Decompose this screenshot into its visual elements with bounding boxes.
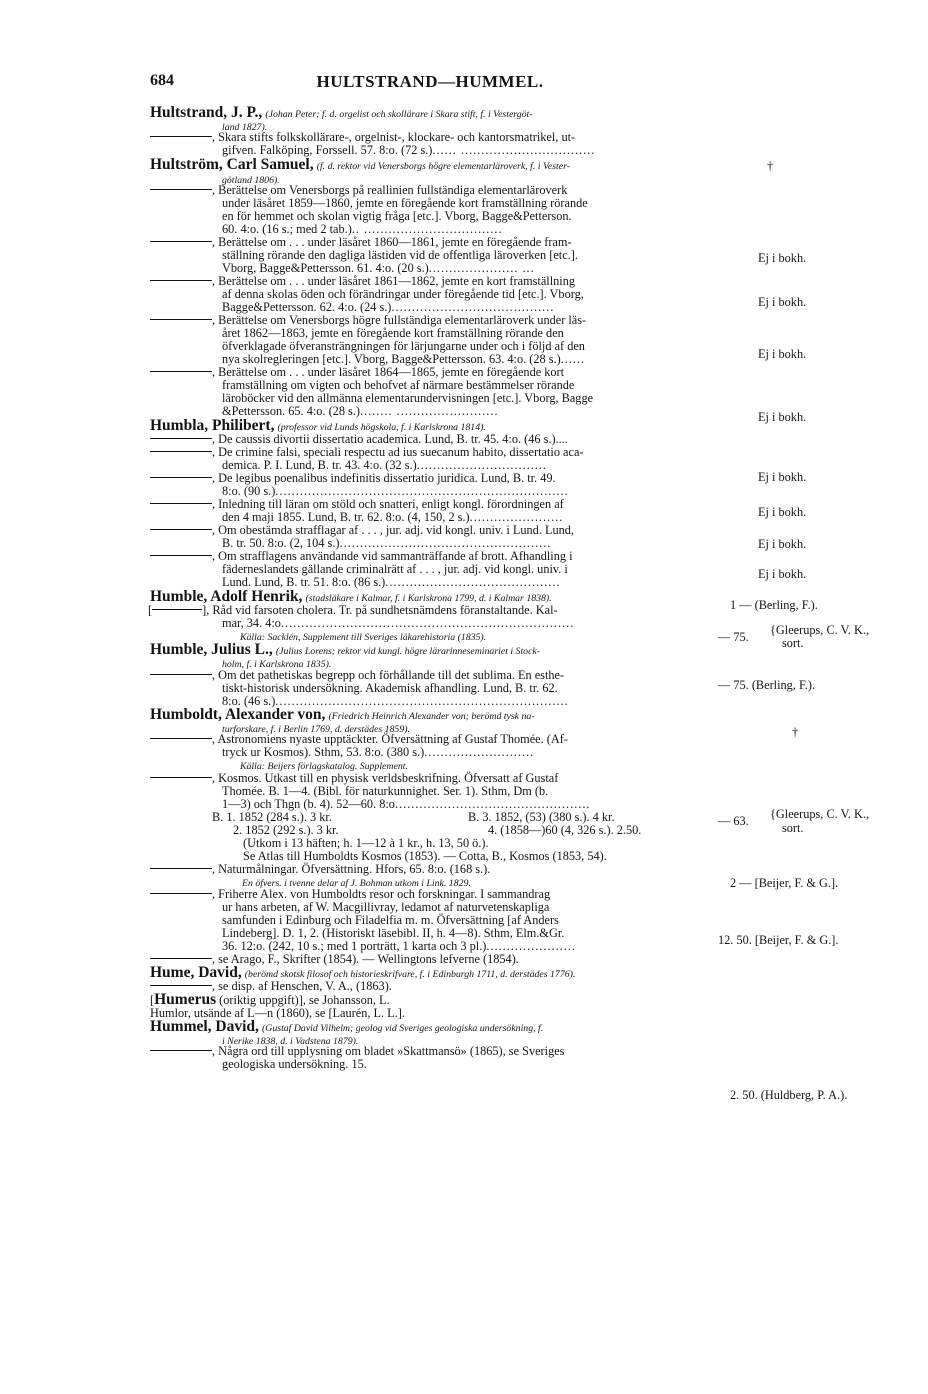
entry-line — [150, 708, 535, 723]
entry-text: demica. P. I. Lund, B. tr. 43. 4:o. (32 s.) — [222, 458, 417, 472]
price-note: Ej i bokh. — [758, 505, 807, 519]
author-note: götland 1806). — [222, 175, 280, 186]
author-note: i Nerike 1838, d. i Vadstena 1879). — [222, 1036, 359, 1047]
entry-text: tiskt-historisk undersökning. Akademisk afhandling. Lund, B. tr. 62. — [222, 681, 558, 695]
entry-text: , Kosmos. Utkast till en physisk verldsbeskrifning. Öfversatt af Gustaf — [212, 771, 559, 785]
headword: Humerus — [154, 991, 217, 1008]
entry-text: gifven. Falköping, Forssell. 57. 8:o. (72 s.) — [222, 143, 433, 157]
entry-text: öfverklagade öfveransträngningen för lärjungarne under och i följd af den — [222, 339, 585, 353]
entry-text: , Berättelse om . . . under läsåret 1860—1861, jemte en föregående fram- — [212, 235, 572, 249]
repeat-dash — [150, 985, 212, 986]
entry-text: 4. (1858—)60 (4, 326 s.). 2.50. — [488, 823, 642, 837]
entry-text: samfunden i Edinburg och Filadelfia m. m. Öfversättning [af Anders — [222, 913, 559, 927]
entry-text: , Naturmålningar. Öfversättning. Hfors, 65. 8:o. (168 s.). — [212, 862, 491, 876]
leader-dots: ................................................ — [394, 797, 591, 811]
price-note: 2 — [Beijer, F. & G.]. — [730, 876, 839, 890]
price-note: Ej i bokh. — [758, 567, 807, 581]
entry-text: 2. 1852 (292 s.). 3 kr. — [233, 823, 339, 837]
entry-text: 1—3) och Thgn (b. 4). 52—60. 8:o — [222, 797, 395, 811]
repeat-dash — [150, 371, 212, 372]
entry-text: Lund. Lund, B. tr. 51. 8:o. (86 s.) — [222, 575, 386, 589]
entry-text: den 4 maji 1855. Lund, B. tr. 62. 8:o. (4, 150, 2 s.) — [222, 510, 470, 524]
entry-text: Humlor, utsände af L—n (1860), se [Laurén, L. L.]. — [150, 1006, 405, 1020]
price-note: Ej i bokh. — [758, 295, 807, 309]
entry-text: , Skara stifts folkskollärare-, orgelnist-, klockare- och kantorsmatrikel, ut- — [212, 130, 576, 144]
leader-dots: ........................................ — [391, 300, 555, 314]
entry-text: , Inledning till läran om stöld och snatteri, enligt kongl. förordningen af — [212, 497, 564, 511]
entry-text: tryck ur Kosmos). Sthm, 53. 8:o. (380 s.) — [222, 745, 425, 759]
entry-text: Se Atlas till Humboldts Kosmos (1853). — Cotta, B., Kosmos (1853, 54). — [243, 849, 607, 863]
entry-text: , De caussis divortii dissertatio academica. Lund, B. tr. 45. 4:o. (46 s.).... — [212, 432, 568, 446]
entry-text: Lindeberg]. D. 1, 2. (Historiskt läsebibl. II, h. 4—8). Sthm, Elm.&Gr. — [222, 926, 565, 940]
price-note: Ej i bokh. — [758, 347, 807, 361]
running-title: HULTSTRAND—HUMMEL. — [316, 72, 544, 91]
entry-line — [150, 863, 490, 876]
entry-text: ställning rörande den dagliga lästiden vid de offentliga läroverken [etc.]. — [222, 248, 578, 262]
price-note: 12. 50. [Beijer, F. & G.]. — [718, 933, 839, 947]
entry-text: &Pettersson. 65. 4:o. (28 s.) — [222, 404, 360, 418]
author-note: holm, f. i Karlskrona 1835). — [222, 659, 332, 670]
entry-text: 36. 12:o. (242, 10 s.; med 1 porträtt, 1 karta och 3 pl.) — [222, 939, 487, 953]
headword: Humbla, Philibert, — [150, 417, 275, 434]
repeat-dash — [150, 555, 212, 556]
price-note: Ej i bokh. — [758, 537, 807, 551]
repeat-dash — [150, 280, 212, 281]
price-note: {Gleerups, C. V. K., — [770, 807, 870, 821]
entry-line — [240, 630, 486, 644]
entry-line — [222, 1058, 367, 1071]
price-note: {Gleerups, C. V. K., — [770, 623, 870, 637]
repeat-dash — [150, 529, 212, 530]
repeat-dash — [150, 777, 212, 778]
price-note: 2. 50. (Huldberg, P. A.). — [730, 1088, 848, 1102]
entry-text: , Några ord till upplysning om bladet »Skattmansö» (1865), se Sveriges — [212, 1044, 565, 1058]
author-note: (berömd skotsk filosof och historieskrifvare, f. i Edinburgh 1711, d. derstädes 1776). — [244, 969, 576, 980]
entry-text: Vborg, Bagge&Pettersson. 61. 4:o. (20 s.) — [222, 261, 429, 275]
leader-dots: ....................... — [469, 510, 564, 524]
entry-text: Thomée. B. 1—4. (Bibl. för naturkunnighet. Ser. 1). Sthm, Dm (b. — [222, 784, 549, 798]
entry-text: under läsåret 1859—1860, jemte en föregående kort framställning rörande — [222, 196, 588, 210]
entry-text: , Berättelse om . . . under läsåret 1861—1862, jemte en kort framställning — [212, 274, 576, 288]
author-note: (f. d. rektor vid Venersborgs högre elementarläroverk, f. i Vester- — [316, 161, 570, 172]
entry-line — [150, 158, 570, 173]
source-note: Källa: Sacklén, Supplement till Sveriges läkarehistoria (1835). — [240, 632, 487, 643]
entry-line — [222, 746, 534, 759]
leader-dots: ........................................... — [385, 575, 561, 589]
entry-text: 60. 4:o. (16 s.; med 2 tab.) — [222, 222, 352, 236]
repeat-dash — [150, 674, 212, 675]
entry-text: , Om strafflagens användande vid sammanträffande af brott. Afhandling i — [212, 549, 573, 563]
source-note: Källa: Beijers förlagskatalog. Supplement. — [240, 761, 408, 772]
entry-text: nya skolregleringen [etc.]. Vborg, Bagge&Pettersson. 63. 4:o. (28 s.) — [222, 352, 561, 366]
leader-dots: .. .................................. — [351, 222, 503, 236]
price-note: † — [792, 725, 799, 739]
leader-dots: ...................... — [486, 939, 576, 953]
author-note: (Johan Peter; f. d. orgelist och skollärare i Skara stift, f. i Vestergöt- — [265, 109, 533, 120]
leader-dots: ...... ................................. — [432, 143, 596, 157]
entry-text: [ — [148, 603, 153, 617]
entry-line — [488, 824, 641, 837]
entry-line — [222, 617, 574, 630]
leader-dots: ................................ — [416, 458, 548, 472]
repeat-dash — [150, 503, 212, 504]
author-note: land 1827). — [222, 122, 268, 133]
entry-text: (Utkom i 13 häften; h. 1—12 à 1 kr., h. 13, 50 ö.). — [243, 836, 489, 850]
repeat-dash — [150, 319, 212, 320]
entry-text: 8:o. (90 s.) — [222, 484, 276, 498]
repeat-dash — [150, 1050, 212, 1051]
entry-text: , Om obestämda strafflagar af . . . , jur. adj. vid kongl. univ. i Lund. Lund, — [212, 523, 575, 537]
price-note: — 75. (Berling, F.). — [718, 678, 816, 692]
entry-text: B. tr. 50. 8:o. (2, 104 s.) — [222, 536, 340, 550]
entry-text: ur hans arbeten, af W. Macgillivray, ledamot af naturvetenskapliga — [222, 900, 550, 914]
entry-text: 8:o. (46 s.) — [222, 694, 276, 708]
entry-text: läroböcker vid den allmänna elementarundervisningen [etc.]. Vborg, Bagge — [222, 391, 594, 405]
entry-text: , De crimine falsi, speciali respectu ad ius suecanum habito, dissertatio aca- — [212, 445, 584, 459]
author-note: (Friedrich Heinrich Alexander von; berömd tysk na- — [328, 711, 535, 722]
headword: Hume, David, — [150, 964, 242, 981]
repeat-dash — [150, 958, 212, 959]
repeat-dash — [150, 477, 212, 478]
entry-text: , se disp. af Henschen, V. A., (1863). — [212, 979, 392, 993]
repeat-dash — [150, 451, 212, 452]
entry-text: mar, 34. 4:o — [222, 616, 281, 630]
leader-dots: .................................................... — [339, 536, 552, 550]
entry-line — [150, 1020, 543, 1035]
entry-text: B. 3. 1852, (53) (380 s.). 4 kr. — [468, 810, 615, 824]
author-note: turforskare, f. i Berlin 1769, d. derstädes 1859). — [222, 724, 410, 735]
entry-text: , Berättelse om Venersborgs på reallinien fullständiga elementarläroverk — [212, 183, 568, 197]
entry-text: ], Råd vid farsoten cholera. Tr. på sundhetsnämdens föranstaltande. Kal- — [202, 603, 558, 617]
entry-text: framställning om vigten och behofvet af närmare bestämmelser rörande — [222, 378, 575, 392]
author-note: (Julius Lorens; rektor vid kungl. högre lärarinneseminariet i Stock- — [275, 646, 541, 657]
entry-text: , Astronomiens nyaste upptäckter. Öfversättning af Gustaf Thomée. (Af- — [212, 732, 568, 746]
price-note: Ej i bokh. — [758, 470, 807, 484]
entry-text: fäderneslandets gällande criminalrätt af . . . , jur. adj. vid kongl. univ. i — [222, 562, 568, 576]
headword: Hultström, Carl Samuel, — [150, 156, 314, 173]
page-number: 684 — [150, 72, 174, 89]
entry-text: Bagge&Pettersson. 62. 4:o. (24 s.) — [222, 300, 392, 314]
leader-dots: ........................................................................ — [280, 616, 575, 630]
leader-dots: ...................... ... — [428, 261, 535, 275]
entry-text: af denna skolas öden och förändringar under föregående tid [etc.]. Vborg, — [222, 287, 584, 301]
price-note: sort. — [782, 636, 804, 650]
headword: Humble, Adolf Henrik, — [150, 588, 303, 605]
repeat-dash — [150, 241, 212, 242]
repeat-dash — [150, 868, 212, 869]
price-note: — 75. — [718, 630, 749, 644]
entry-text: , Berättelse om . . . under läsåret 1864—1865, jemte en föregående kort — [212, 365, 565, 379]
source-note: En öfvers. i tvenne delar af J. Bohman utkom i Link. 1829. — [242, 878, 471, 889]
entry-text: en för hemmet och skolan vigtig fråga [etc.]. Vborg, Bagge&Petterson. — [222, 209, 572, 223]
leader-dots: ........................................................................ — [275, 694, 569, 708]
headword: Hultstrand, J. P., — [150, 104, 263, 121]
entry-text: , De legibus poenalibus indefinitis dissertatio juridica. Lund, B. tr. 49. — [212, 471, 556, 485]
entry-text: geologiska undersökning. 15. — [222, 1057, 367, 1071]
price-note: † — [767, 159, 774, 173]
repeat-dash — [150, 136, 212, 137]
author-note: (professor vid Lunds högskola, f. i Karlskrona 1814). — [277, 422, 486, 433]
repeat-dash — [150, 438, 212, 439]
entry-text: B. 1. 1852 (284 s.). 3 kr. — [212, 810, 332, 824]
headword: Hummel, David, — [150, 1018, 259, 1035]
price-note: Ej i bokh. — [758, 251, 807, 265]
price-note: sort. — [782, 821, 804, 835]
leader-dots: ........................................................................ — [275, 484, 569, 498]
author-note: (stadsläkare i Kalmar, f. i Karlskrona 1799, d. i Kalmar 1838). — [305, 593, 552, 604]
entry-text: , Berättelse om Venersborgs högre fullständiga elementarläroverk under läs- — [212, 313, 587, 327]
price-note: 1 — (Berling, F.). — [730, 598, 818, 612]
entry-line — [150, 993, 390, 1007]
entry-text: året 1862—1863, jemte en föregående kort framställning rörande den — [222, 326, 564, 340]
repeat-dash — [152, 609, 202, 610]
entry-text: , se Arago, F., Skrifter (1854). — Wellingtons lefverne (1854). — [212, 952, 519, 966]
leader-dots: ........................... — [424, 745, 535, 759]
price-note: — 63. — [718, 814, 749, 828]
entry-line — [150, 106, 533, 121]
repeat-dash — [150, 893, 212, 894]
entry-text: [ — [150, 993, 155, 1007]
price-note: Ej i bokh. — [758, 410, 807, 424]
entry-text: , Friherre Alex. von Humboldts resor och forskningar. I sammandrag — [212, 887, 551, 901]
leader-dots: ...... — [560, 352, 586, 366]
page-header — [150, 72, 710, 96]
leader-dots: ........ ......................... — [360, 404, 499, 418]
entry-text: (oriktig uppgift)], se Johansson, L. — [216, 993, 390, 1007]
repeat-dash — [150, 738, 212, 739]
repeat-dash — [150, 189, 212, 190]
author-note: (Gustaf David Vilhelm; geolog vid Sveriges geologiska undersökning, f. — [262, 1023, 544, 1034]
headword: Humble, Julius L., — [150, 641, 273, 658]
headword: Humboldt, Alexander von, — [150, 706, 326, 723]
entry-line — [150, 643, 540, 658]
entry-text: , Om det pathetiskas begrepp och förhållande till det sublima. En esthe- — [212, 668, 565, 682]
